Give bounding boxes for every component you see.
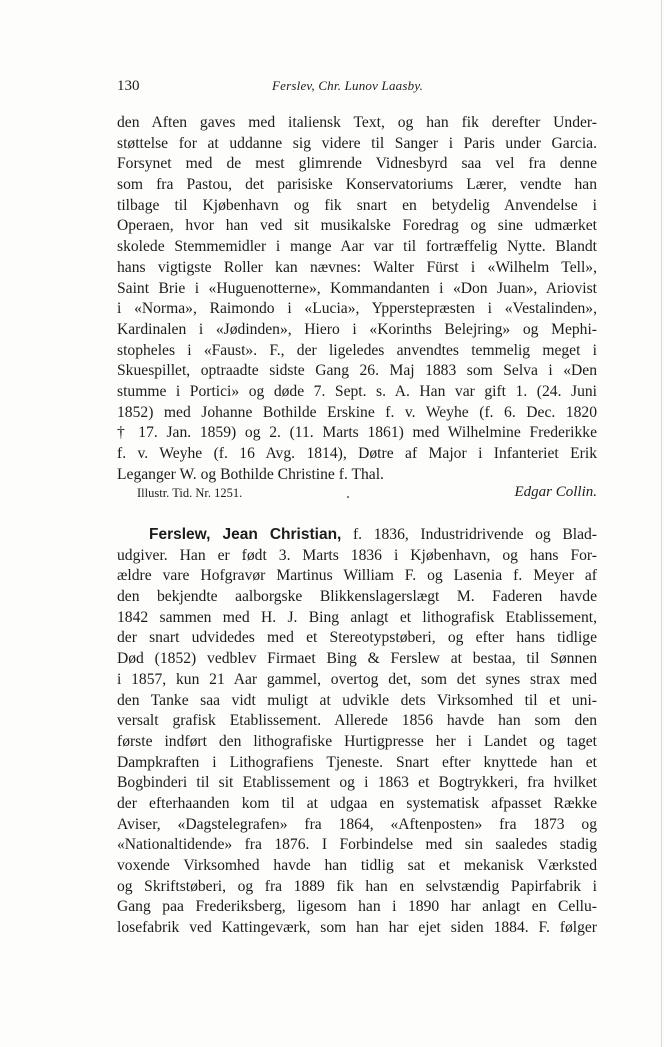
text-line: der efterhaanden kom til at udgaa en systematisk afpasset Række	[117, 794, 597, 812]
entry-signature	[137, 484, 597, 504]
text-line: den bekjendte aalborgske Blikkenslagerslægt M. Faderen havde	[117, 588, 597, 606]
text-line: stumme i Portici» og døde 7. Sept. s. A. Han var gift 1. (24. Juni	[117, 382, 597, 400]
text-line: der snart udvidedes med et Stereotypstøberi, og efter hans tidlige	[117, 629, 597, 647]
text-line: Dampkraften i Lithografiens Tjeneste. Snart efter knyttede han et	[117, 753, 597, 771]
text-line: Bogbinderi til sit Etablissement og i 1863 et Bogtrykkeri, fra hvilket	[117, 774, 597, 792]
text-line: Operaen, hvor han ved sit musikalske Foredrag og sine udmærket	[117, 217, 597, 235]
text-line: hans vigtigste Roller kan nævnes: Walter Fürst i «Wilhelm Tell»,	[117, 258, 597, 276]
text-line: i «Norma», Raimondo i «Lucia», Ypperstepræsten i «Vestalinden»,	[117, 300, 597, 318]
entry-lemma: Ferslew, Jean Christian,	[149, 526, 342, 543]
entry-ferslev-continuation	[117, 113, 597, 485]
text-line: ældre vare Hofgravør Martinus William F. og Lasenia f. Meyer af	[117, 567, 597, 585]
text-line: losefabrik ved Kattingeværk, som han har ejet siden 1884. F. følger	[117, 919, 597, 937]
page-header	[117, 76, 597, 96]
text-line: den Tanke saa vidt muligt at udvikle dets Virksomhed til et uni-	[117, 691, 597, 709]
entry-ferslew-jean-christian	[117, 525, 597, 939]
text-line: første indført den lithografiske Hurtigpresse her i Landet og taget	[117, 732, 597, 750]
text-line: versalt grafisk Etablissement. Allerede 1856 havde han som den	[117, 712, 597, 730]
author-signature: Edgar Collin.	[514, 484, 597, 500]
text-line: og Skriftstøberi, og fra 1889 fik han en selvstændig Papirfabrik i	[117, 877, 597, 895]
text-line: tilbage til Kjøbenhavn og fik snart en betydelig Anvendelse i	[117, 196, 597, 214]
entry-first-line-text: f. 1836, Industridrivende og Blad-	[341, 526, 597, 543]
text-line: som fra Pastou, det parisiske Konservatoriums Lærer, vendte han	[117, 176, 597, 194]
text-line: Gang paa Frederiksberg, ligesom han i 1890 har anlagt en Cellu-	[117, 898, 597, 916]
text-line: Kardinalen i «Jødinden», Hiero i «Korinths Belejring» og Mephi-	[117, 320, 597, 338]
text-line: Forsynet med de mest glimrende Vidnesbyrd saa vel fra denne	[117, 155, 597, 173]
text-line: Saint Brie i «Huguenotterne», Kommandanten i «Don Juan», Ariovist	[117, 279, 597, 297]
text-line: den Aften gaves med italiensk Text, og han fik derefter Under-	[117, 114, 597, 131]
text-line: udgiver. Han er født 3. Marts 1836 i Kjøbenhavn, og hans For-	[117, 546, 597, 564]
page-number: 130	[117, 78, 140, 94]
print-speck	[347, 496, 349, 498]
text-line: † 17. Jan. 1859) og 2. (11. Marts 1861) med Wilhelmine Frederikke	[117, 424, 597, 442]
page-edge-rule	[661, 0, 662, 1047]
text-line: «Nationaltidende» fra 1876. I Forbindelse med sin saaledes stadig	[117, 836, 597, 854]
text-line: stopheles i «Faust». F., der ligeledes anvendtes temmelig meget i	[117, 341, 597, 359]
text-line: 1842 sammen med H. J. Bing anlagt et lithografisk Etablissement,	[117, 608, 597, 626]
source-reference: Illustr. Tid. Nr. 1251.	[137, 486, 243, 500]
text-line: støttelse for at uddanne sig videre til Sanger i Paris under Garcia.	[117, 134, 597, 152]
text-line: Død (1852) vedblev Firmaet Bing & Ferslew at bestaa, til Sønnen	[117, 650, 597, 668]
text-line: Skuespillet, optraadte sidste Gang 26. Maj 1883 som Selva i «Den	[117, 362, 597, 380]
text-line: i 1857, kun 21 Aar gammel, overtog det, som det synes strax med	[117, 670, 597, 688]
text-line: f. v. Weyhe (f. 16 Avg. 1814), Døtre af Major i Infanteriet Erik	[117, 445, 597, 462]
running-head: Ferslev, Chr. Lunov Laasby.	[272, 78, 424, 93]
text-line: 1852) med Johanne Bothilde Erskine f. v. Weyhe (f. 6. Dec. 1820	[117, 403, 597, 421]
text-line: Aviser, «Dagstelegrafen» fra 1864, «Aftenposten» fra 1873 og	[117, 815, 597, 833]
text-line: Leganger W. og Bothilde Christine f. Thal.	[117, 465, 384, 483]
text-line: voxende Virksomhed havde han tidlig sat et mekanisk Værksted	[117, 857, 597, 874]
entry-first-line	[117, 525, 597, 546]
text-line: skolede Stemmemidler i mange Aar var til fortræffelig Nytte. Blandt	[117, 238, 597, 256]
